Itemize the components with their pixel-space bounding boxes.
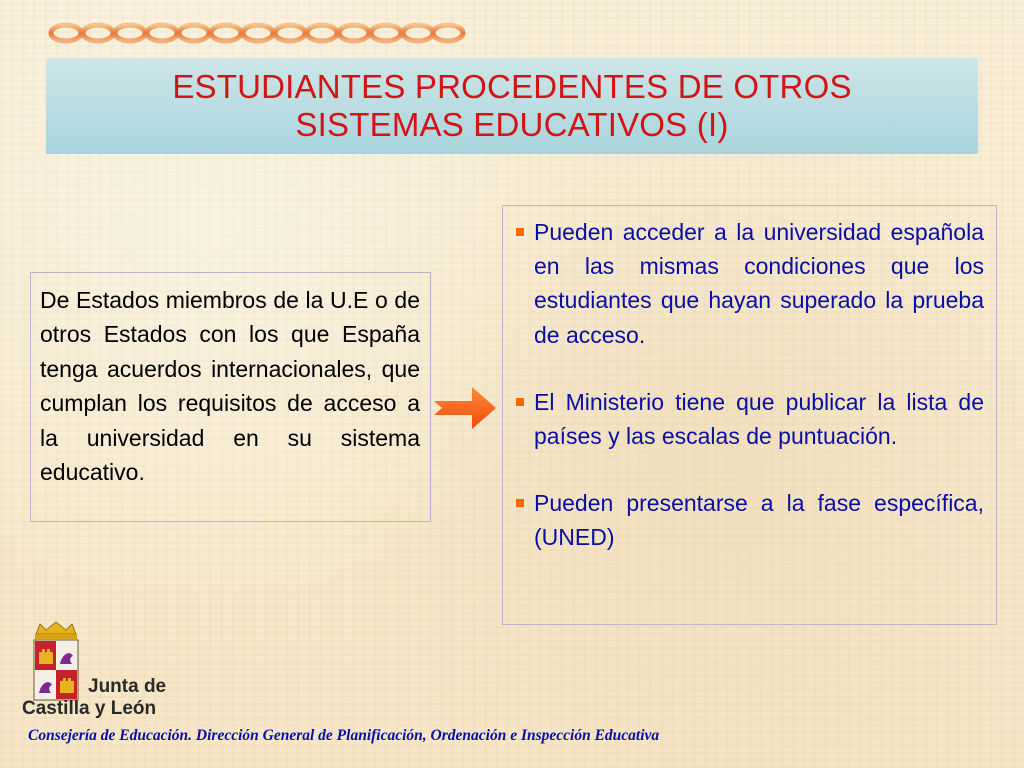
bullet-square-icon (516, 228, 524, 236)
list-item (516, 486, 984, 554)
logo-text-line-2: Castilla y León (22, 698, 157, 719)
page-title-line-2: SISTEMAS EDUCATIVOS (I) (295, 106, 729, 143)
origin-description-text: De Estados miembros de la U.E o de otros Estados con los que España tenga acuerdos internacionales, que cumplan los requisitos de acceso a la universidad en su sistema educativo. (40, 287, 420, 486)
bullet-square-icon (516, 499, 524, 507)
title-banner (46, 58, 978, 154)
list-item-text: Pueden presentarse a la fase específica, (UNED) (534, 490, 984, 551)
list-item-text: El Ministerio tiene que publicar la lista de países y las escalas de puntuación. (534, 388, 984, 450)
conditions-box (502, 205, 997, 625)
conditions-list (516, 215, 984, 555)
decorative-chain-icon (48, 20, 468, 46)
bullet-square-icon (516, 398, 524, 406)
list-item (516, 215, 984, 352)
origin-description-box (30, 272, 431, 522)
right-arrow-icon (432, 383, 498, 433)
footer-caption: Consejería de Educación. Dirección General de Planificación, Ordenación e Inspección Educativa (28, 727, 660, 744)
page-title-line-1: ESTUDIANTES PROCEDENTES DE OTROS (172, 68, 852, 105)
logo-text-line-1: Junta de (88, 676, 167, 697)
list-item-text: Pueden acceder a la universidad española en las mismas condiciones que los estudiantes que hayan superado la prueba de acceso. (534, 219, 984, 348)
list-item (516, 385, 984, 453)
